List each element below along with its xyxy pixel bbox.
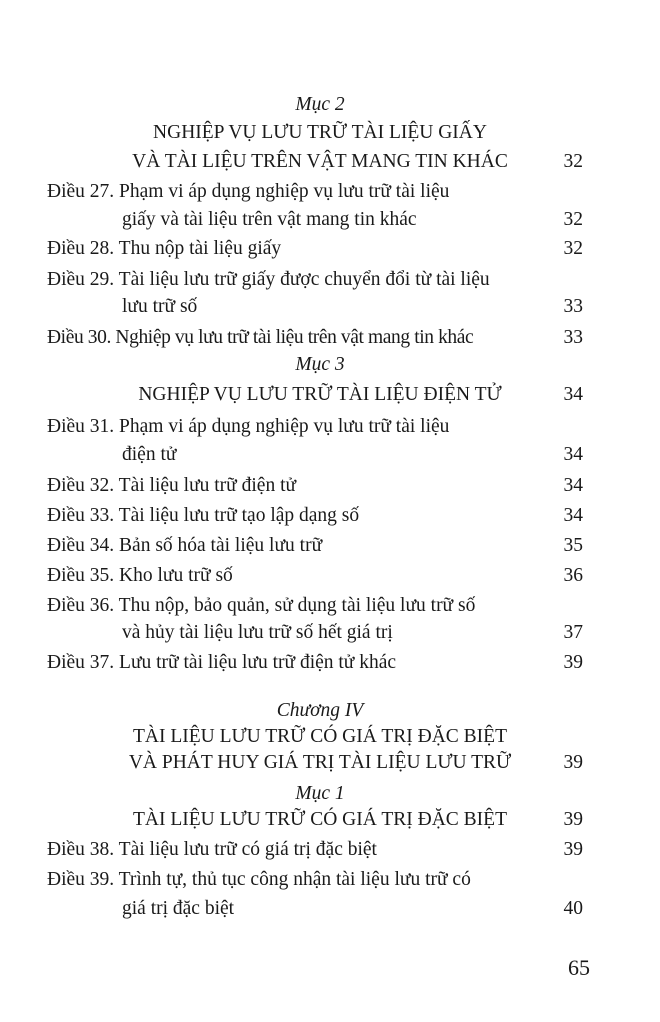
toc-entry: Điều 32. Tài liệu lưu trữ điện tử xyxy=(47,475,297,496)
page-number: 34 xyxy=(563,444,583,465)
toc-entry: Điều 38. Tài liệu lưu trữ có giá trị đặc biệt xyxy=(47,839,377,860)
toc-entry: Điều 28. Thu nộp tài liệu giấy xyxy=(47,238,282,259)
section-title: NGHIỆP VỤ LƯU TRỮ TÀI LIỆU GIẤY xyxy=(153,122,487,143)
toc-entry: Điều 29. Tài liệu lưu trữ giấy được chuyển đổi từ tài liệu xyxy=(47,269,490,290)
toc-entry: Điều 30. Nghiệp vụ lưu trữ tài liệu trên vật mang tin khác xyxy=(47,327,474,348)
page-number: 32 xyxy=(563,151,583,172)
toc-entry: Điều 31. Phạm vi áp dụng nghiệp vụ lưu trữ tài liệu xyxy=(47,416,450,437)
page-number: 39 xyxy=(563,752,583,773)
toc-entry-continuation: điện tử xyxy=(122,444,177,465)
page-number: 33 xyxy=(563,327,583,348)
toc-entry: Điều 34. Bản số hóa tài liệu lưu trữ xyxy=(47,535,323,556)
toc-entry: Điều 33. Tài liệu lưu trữ tạo lập dạng số xyxy=(47,505,360,526)
toc-entry: Điều 37. Lưu trữ tài liệu lưu trữ điện tử khác xyxy=(47,652,397,673)
page-number: 36 xyxy=(563,565,583,586)
page-number: 33 xyxy=(563,296,583,317)
chapter-title: VÀ PHÁT HUY GIÁ TRỊ TÀI LIỆU LƯU TRỮ xyxy=(128,752,512,773)
page-number: 39 xyxy=(563,652,583,673)
section-title: TÀI LIỆU LƯU TRỮ CÓ GIÁ TRỊ ĐẶC BIỆT xyxy=(132,809,507,830)
page-number: 39 xyxy=(563,839,583,860)
section-title: NGHIỆP VỤ LƯU TRỮ TÀI LIỆU ĐIỆN TỬ xyxy=(138,384,502,405)
chapter-title: TÀI LIỆU LƯU TRỮ CÓ GIÁ TRỊ ĐẶC BIỆT xyxy=(132,726,507,747)
page-number: 37 xyxy=(563,622,583,643)
toc-entry: Điều 39. Trình tự, thủ tục công nhận tài liệu lưu trữ có xyxy=(47,869,471,890)
page-number: 32 xyxy=(563,238,583,259)
page-number: 40 xyxy=(563,898,583,919)
page-number: 32 xyxy=(563,209,583,230)
toc-entry-continuation: và hủy tài liệu lưu trữ số hết giá trị xyxy=(122,622,393,643)
section-label: Mục 2 xyxy=(295,94,345,115)
chapter-label: Chương IV xyxy=(276,700,364,721)
toc-entry-continuation: giá trị đặc biệt xyxy=(122,898,235,919)
page-number: 39 xyxy=(563,809,583,830)
section-label: Mục 3 xyxy=(295,354,345,375)
toc-entry: Điều 27. Phạm vi áp dụng nghiệp vụ lưu trữ tài liệu xyxy=(47,181,450,202)
section-title: VÀ TÀI LIỆU TRÊN VẬT MANG TIN KHÁC xyxy=(132,151,508,172)
page-number: 35 xyxy=(563,535,583,556)
toc-entry-continuation: giấy và tài liệu trên vật mang tin khác xyxy=(122,209,417,230)
page-number: 34 xyxy=(563,505,583,526)
page-number: 34 xyxy=(563,384,583,405)
toc-entry-continuation: lưu trữ số xyxy=(122,296,198,317)
toc-entry: Điều 36. Thu nộp, bảo quản, sử dụng tài liệu lưu trữ số xyxy=(47,595,476,616)
page-number: 34 xyxy=(563,475,583,496)
toc-entry: Điều 35. Kho lưu trữ số xyxy=(47,565,233,586)
folio-page-number: 65 xyxy=(568,955,590,980)
section-label: Mục 1 xyxy=(295,783,345,804)
